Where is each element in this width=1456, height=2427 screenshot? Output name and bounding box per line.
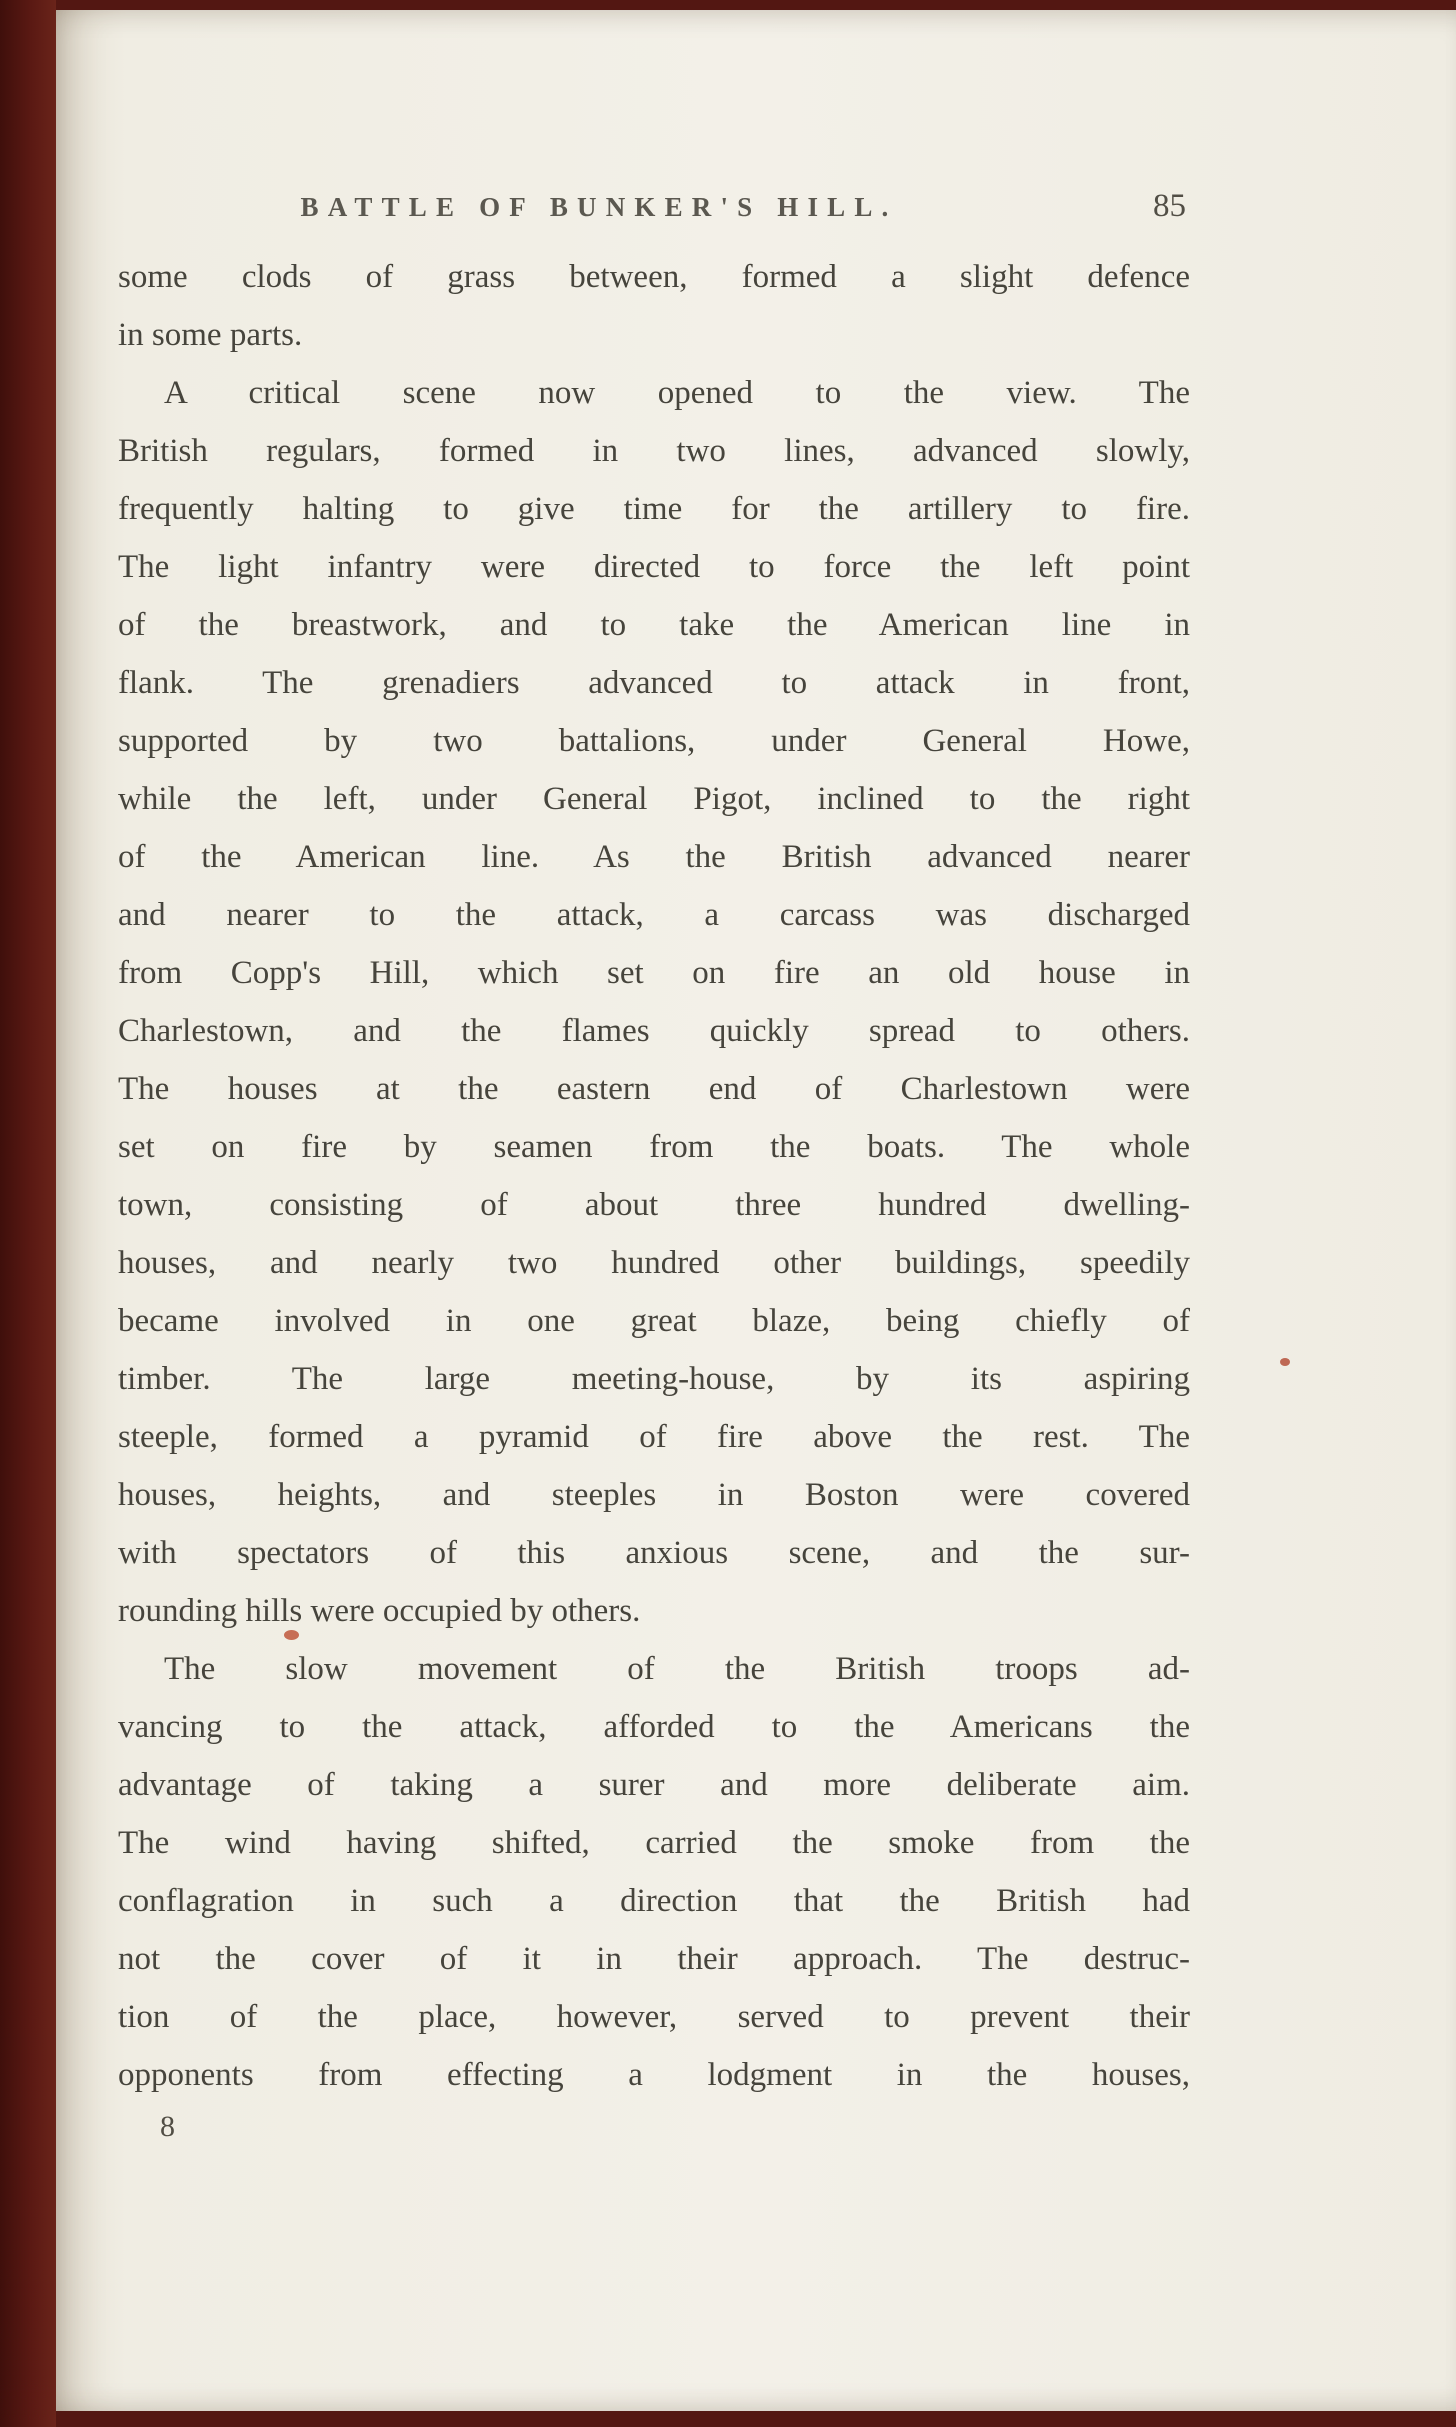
text-line: The slow movement of the British troops ad- bbox=[164, 1651, 1190, 1687]
text-line: timber. The large meeting-house, by its aspiring bbox=[118, 1361, 1190, 1397]
text-line: British regulars, formed in two lines, advanced slowly, bbox=[118, 433, 1190, 469]
signature-mark: 8 bbox=[160, 2110, 175, 2143]
text-line: conflagration in such a direction that the British had bbox=[118, 1883, 1190, 1919]
text-block bbox=[118, 248, 1190, 2104]
text-line: in some parts. bbox=[118, 317, 303, 353]
text-line: The light infantry were directed to force the left point bbox=[118, 549, 1190, 585]
text-line: vancing to the attack, afforded to the Americans the bbox=[118, 1709, 1190, 1745]
text-line: supported by two battalions, under General Howe, bbox=[118, 723, 1190, 759]
text-line: The wind having shifted, carried the smoke from the bbox=[118, 1825, 1190, 1861]
text-line: not the cover of it in their approach. The destruc- bbox=[118, 1941, 1190, 1977]
page-header bbox=[118, 188, 1190, 236]
text-line: opponents from effecting a lodgment in the houses, bbox=[118, 2057, 1190, 2093]
page-paper bbox=[56, 10, 1456, 2411]
text-line: frequently halting to give time for the artillery to fire. bbox=[118, 491, 1190, 527]
text-line: set on fire by seamen from the boats. The whole bbox=[118, 1129, 1190, 1165]
book-binding-edge bbox=[0, 0, 56, 2427]
text-line: houses, heights, and steeples in Boston were covered bbox=[118, 1477, 1190, 1513]
text-line: with spectators of this anxious scene, and the sur- bbox=[118, 1535, 1190, 1571]
text-line: some clods of grass between, formed a slight defence bbox=[118, 259, 1190, 295]
stain-speck bbox=[284, 1630, 299, 1640]
text-line: tion of the place, however, served to prevent their bbox=[118, 1999, 1190, 2035]
stain-speck bbox=[1280, 1358, 1290, 1366]
page-number: 85 bbox=[1153, 188, 1186, 224]
text-line: The houses at the eastern end of Charlestown were bbox=[118, 1071, 1190, 1107]
text-line: advantage of taking a surer and more deliberate aim. bbox=[118, 1767, 1190, 1803]
text-line: became involved in one great blaze, being chiefly of bbox=[118, 1303, 1190, 1339]
text-line: of the breastwork, and to take the American line in bbox=[118, 607, 1190, 643]
stain-speck bbox=[748, 432, 755, 439]
text-line: steeple, formed a pyramid of fire above the rest. The bbox=[118, 1419, 1190, 1455]
running-title: BATTLE OF BUNKER'S HILL. bbox=[300, 192, 898, 222]
text-line: from Copp's Hill, which set on fire an old house in bbox=[118, 955, 1190, 991]
text-line: rounding hills were occupied by others. bbox=[118, 1593, 641, 1629]
text-line: houses, and nearly two hundred other buildings, speedily bbox=[118, 1245, 1190, 1281]
text-line: and nearer to the attack, a carcass was discharged bbox=[118, 897, 1190, 933]
text-line: A critical scene now opened to the view. The bbox=[164, 375, 1190, 411]
text-line: flank. The grenadiers advanced to attack in front, bbox=[118, 665, 1190, 701]
text-line: while the left, under General Pigot, inclined to the right bbox=[118, 781, 1190, 817]
text-line: of the American line. As the British advanced nearer bbox=[118, 839, 1190, 875]
text-line: Charlestown, and the flames quickly spread to others. bbox=[118, 1013, 1190, 1049]
text-line: town, consisting of about three hundred dwelling- bbox=[118, 1187, 1190, 1223]
